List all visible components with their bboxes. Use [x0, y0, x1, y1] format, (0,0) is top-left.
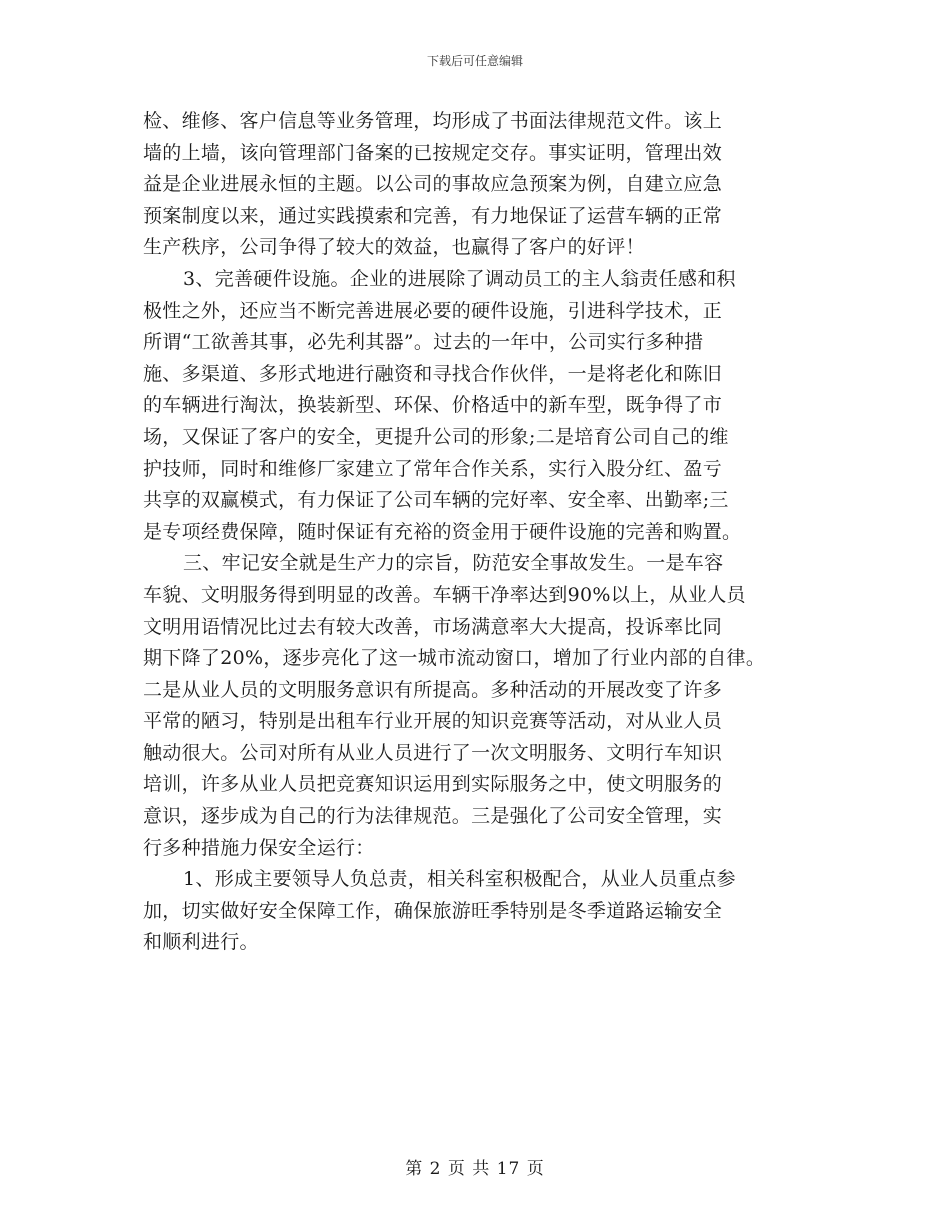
text-line: 车貌、文明服务得到明显的改善。车辆干净率达到90%以上，从业人员 — [143, 583, 746, 606]
text-line: 墙的上墙，该向管理部门备案的已按规定交存。事实证明，管理出效 — [143, 141, 723, 164]
text-line: 共享的双赢模式，有力保证了公司车辆的完好率、安全率、出勤率;三 — [143, 489, 729, 512]
page-header: 下载后可任意编辑 — [426, 54, 523, 68]
text-line: 生产秩序，公司争得了较大的效益，也赢得了客户的好评！ — [143, 236, 645, 259]
text-line: 二是从业人员的文明服务意识有所提高。多种活动的开展改变了许多 — [143, 678, 723, 701]
text-line: 所谓“工欲善其事，必先利其器”。过去的一年中，公司实行多种措 — [143, 331, 704, 354]
text-line: 加，切实做好安全保障工作，确保旅游旺季特别是冬季道路运输安全 — [143, 899, 723, 922]
text-line: 益是企业进展永恒的主题。以公司的事故应急预案为例，自建立应急 — [143, 173, 723, 196]
text-line: 和顺利进行。 — [143, 931, 259, 954]
text-line: 检、维修、客户信息等业务管理，均形成了书面法律规范文件。该上 — [143, 110, 723, 132]
text-line: 1、形成主要领导人负总责，相关科室积极配合，从业人员重点参 — [183, 868, 736, 891]
text-line: 期下降了20%，逐步亮化了这一城市流动窗口，增加了行业内部的自律。 — [143, 647, 766, 670]
text-line: 3、完善硬件设施。企业的进展除了调动员工的主人翁责任感和积 — [183, 267, 736, 290]
text-line: 预案制度以来，通过实践摸索和完善，有力地保证了运营车辆的正常 — [143, 204, 723, 227]
text-line: 行多种措施力保安全运行： — [143, 836, 375, 859]
text-line: 意识，逐步成为自己的行为法律规范。三是强化了公司安全管理，实 — [143, 805, 723, 828]
text-line: 施、多渠道、多形式地进行融资和寻找合作伙伴，一是将老化和陈旧 — [143, 362, 723, 385]
text-line: 场，又保证了客户的安全，更提升公司的形象;二是培育公司自己的维 — [143, 425, 729, 448]
text-line: 是专项经费保障，随时保证有充裕的资金用于硬件设施的完善和购置。 — [143, 520, 742, 543]
body-text — [143, 106, 823, 959]
text-line: 三、牢记安全就是生产力的宗旨，防范安全事故发生。一是车容 — [183, 552, 724, 575]
text-line: 极性之外，还应当不断完善进展必要的硬件设施，引进科学技术，正 — [143, 299, 723, 322]
text-line: 文明用语情况比过去有较大改善，市场满意率大大提高，投诉率比同 — [143, 615, 723, 638]
text-line: 的车辆进行淘汰，换装新型、环保、价格适中的新车型，既争得了市 — [143, 394, 723, 417]
text-line: 护技师，同时和维修厂家建立了常年合作关系，实行入股分红、盈亏 — [143, 457, 723, 480]
text-line: 触动很大。公司对所有从业人员进行了一次文明服务、文明行车知识 — [143, 741, 723, 764]
page-number: 第 2 页 共 17 页 — [405, 1159, 545, 1179]
text-line: 平常的陋习，特别是出租车行业开展的知识竞赛等活动，对从业人员 — [143, 710, 723, 733]
text-line: 培训，许多从业人员把竞赛知识运用到实际服务之中，使文明服务的 — [143, 773, 723, 796]
